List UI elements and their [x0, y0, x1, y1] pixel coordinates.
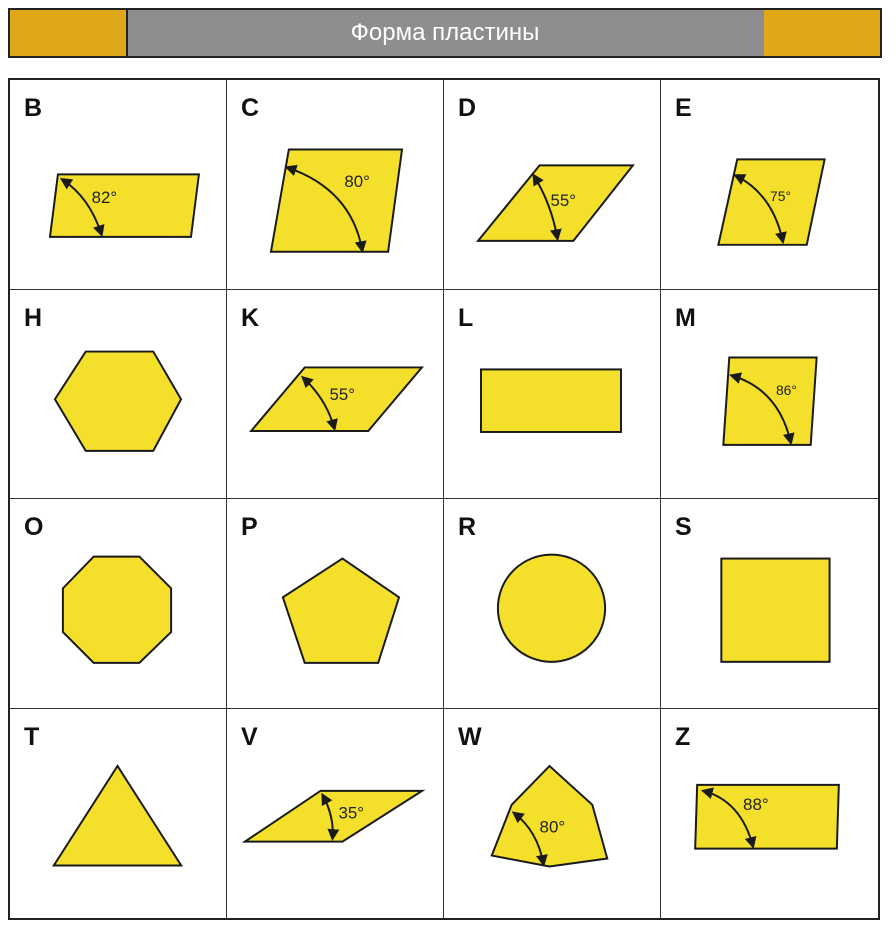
round-shape: [444, 499, 660, 708]
shape-cell-r: [444, 499, 661, 709]
shape-letter: P: [241, 513, 258, 541]
shape-letter: T: [24, 722, 40, 751]
shape-letter: O: [24, 513, 44, 541]
hexagon-shape: [10, 290, 226, 499]
angle-label: 82°: [91, 188, 118, 208]
shape-cell-l: [444, 290, 661, 500]
shape-letter: H: [24, 303, 43, 332]
shape-letter: Z: [675, 722, 691, 751]
shape-letter: K: [241, 303, 260, 332]
rhombus-55-shape: [444, 80, 660, 289]
shape-letter: S: [675, 513, 692, 541]
shape-cell-h: [10, 290, 227, 500]
rhombus-86-shape: [661, 290, 878, 499]
pentagon-shape: [227, 499, 443, 708]
shape-cell-m: [661, 290, 878, 500]
parallelogram-82-shape: [10, 80, 226, 289]
shape-cell-k: [227, 290, 444, 500]
angle-label: 88°: [743, 794, 769, 814]
parallelogram-80-shape: [227, 80, 443, 289]
rhombus-75-shape: [661, 80, 878, 289]
shape-cell-t: [10, 709, 227, 919]
shape-cell-s: [661, 499, 878, 709]
angle-label: 80°: [539, 817, 566, 837]
rhombus-35-shape: [227, 709, 443, 919]
square-shape: [661, 499, 878, 708]
triangle-shape: [10, 709, 226, 919]
angle-label: 75°: [769, 188, 792, 205]
shape-cell-p: [227, 499, 444, 709]
parallelogram-88-shape: [661, 709, 878, 919]
shape-letter: V: [241, 722, 258, 751]
shape-cell-z: [661, 709, 878, 919]
shape-letter: M: [675, 303, 696, 332]
page-title: Форма пластины: [350, 19, 540, 46]
octagon-shape: [10, 499, 226, 708]
shape-letter: W: [458, 722, 482, 751]
header-bar: [8, 8, 882, 58]
shape-cell-d: [444, 80, 661, 290]
shape-letter: C: [241, 94, 260, 122]
header-accent-right: [764, 10, 880, 56]
shape-letter: E: [675, 94, 692, 122]
angle-label: 35°: [338, 803, 365, 823]
shape-cell-o: [10, 499, 227, 709]
angle-label: 55°: [329, 384, 356, 404]
shape-cell-v: [227, 709, 444, 919]
header-accent-left: [10, 10, 128, 56]
shape-cell-b: [10, 80, 227, 290]
shape-letter: R: [458, 513, 477, 541]
angle-label: 80°: [344, 172, 370, 192]
parallelogram-55-shape: [227, 290, 443, 499]
shape-cell-e: [661, 80, 878, 290]
angle-label: 55°: [550, 191, 577, 211]
shape-letter: L: [458, 303, 474, 332]
shape-letter: B: [24, 94, 43, 122]
shape-cell-w: [444, 709, 661, 919]
insert-shape-grid: [8, 78, 880, 920]
shape-letter: D: [458, 94, 477, 122]
shape-cell-c: [227, 80, 444, 290]
trigon-shape: [444, 709, 660, 919]
angle-label: 86°: [775, 381, 797, 398]
rectangle-shape: [444, 290, 660, 499]
